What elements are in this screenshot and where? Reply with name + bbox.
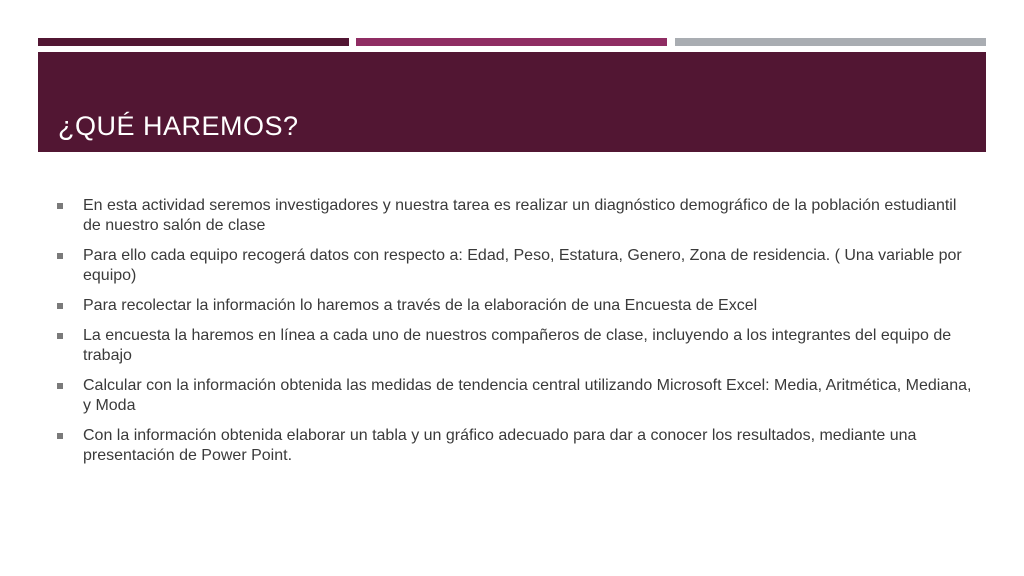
square-bullet-icon xyxy=(57,303,63,309)
bullet-text: Para recolectar la información lo haremos a través de la elaboración de una Encuesta de Excel xyxy=(83,297,758,314)
top-bar-gray xyxy=(675,38,986,46)
bullet-item xyxy=(57,196,977,236)
slide-content xyxy=(57,196,977,476)
square-bullet-icon xyxy=(57,383,63,389)
slide-title: ¿QUÉ HAREMOS? xyxy=(58,111,299,141)
bullet-item xyxy=(57,376,977,416)
bullet-text: Con la información obtenida elaborar un tabla y un gráfico adecuado para dar a conocer los resultados, mediante una presentación de Power Point. xyxy=(83,427,917,464)
bullet-text: En esta actividad seremos investigadores y nuestra tarea es realizar un diagnóstico demográfico de la población estudiantil de nuestro salón de clase xyxy=(83,197,957,234)
bullet-text: Para ello cada equipo recogerá datos con respecto a: Edad, Peso, Estatura, Genero, Zona de residencia. ( Una variable por equipo) xyxy=(83,247,962,284)
bullet-item xyxy=(57,326,977,366)
title-band xyxy=(38,52,986,152)
bullet-item xyxy=(57,296,977,316)
bullet-item xyxy=(57,246,977,286)
bullet-text: Calcular con la información obtenida las medidas de tendencia central utilizando Microsoft Excel: Media, Aritmética, Mediana, y Moda xyxy=(83,377,972,414)
square-bullet-icon xyxy=(57,433,63,439)
bullet-text: La encuesta la haremos en línea a cada uno de nuestros compañeros de clase, incluyendo a los integrantes del equipo de trabajo xyxy=(83,327,952,364)
decorative-top-bars xyxy=(38,38,986,46)
top-bar-dark xyxy=(38,38,349,46)
square-bullet-icon xyxy=(57,333,63,339)
square-bullet-icon xyxy=(57,253,63,259)
top-bar-magenta xyxy=(356,38,667,46)
square-bullet-icon xyxy=(57,203,63,209)
bullet-list xyxy=(57,196,977,466)
bullet-item xyxy=(57,426,977,466)
